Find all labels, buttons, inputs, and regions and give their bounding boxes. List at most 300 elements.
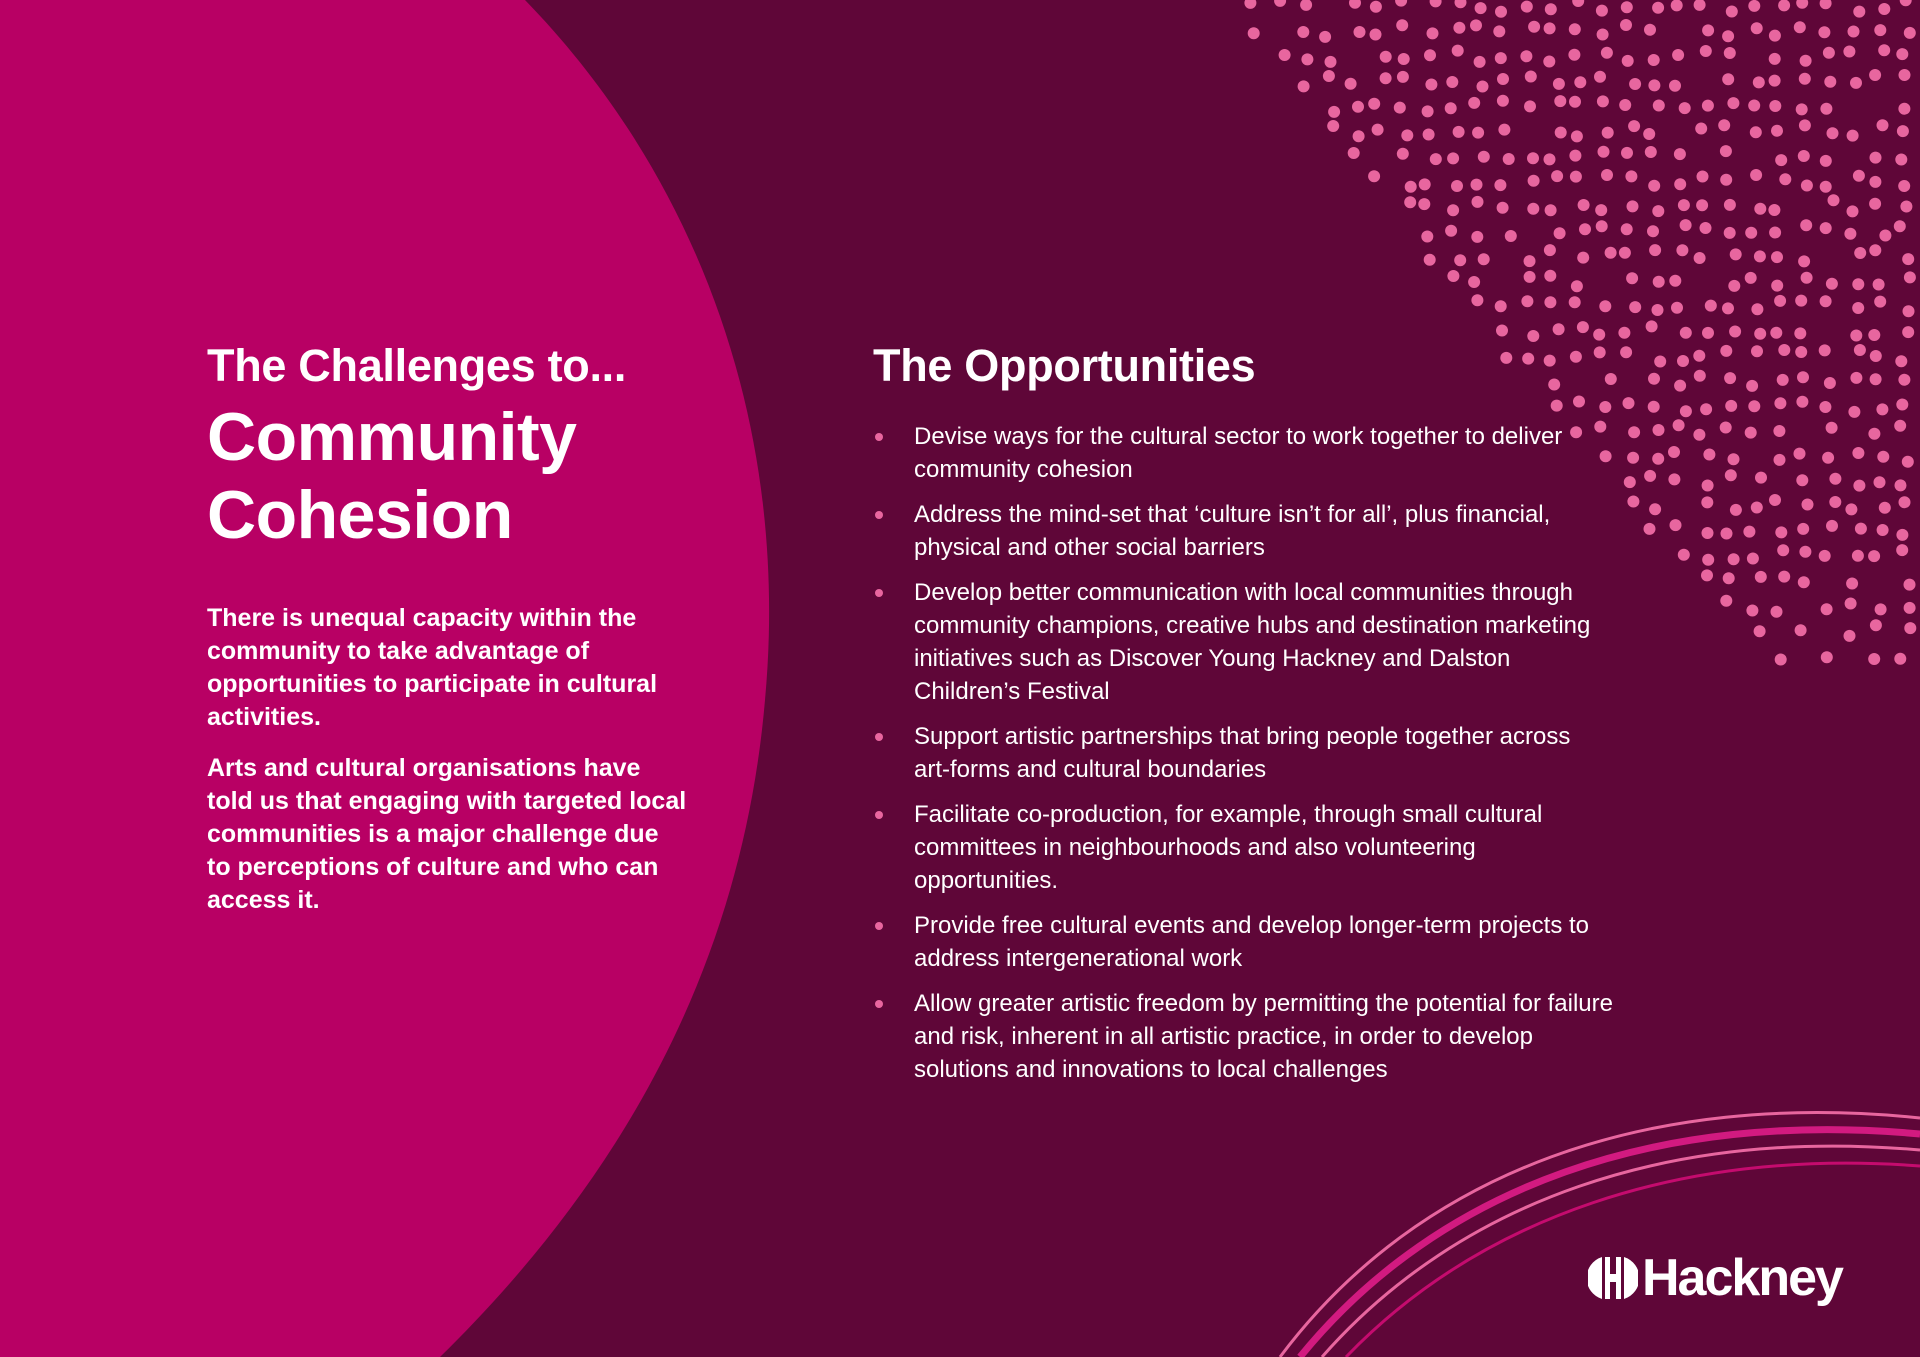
decorative-dot	[1424, 49, 1436, 61]
decorative-dot	[1679, 102, 1691, 114]
decorative-dot	[1903, 305, 1915, 317]
decorative-dot	[1702, 554, 1714, 566]
decorative-dot	[1629, 78, 1641, 90]
decorative-dot	[1645, 146, 1657, 158]
decorative-dot	[1795, 346, 1807, 358]
decorative-dot	[1554, 227, 1566, 239]
decorative-dot	[1868, 329, 1880, 341]
decorative-dot	[1874, 296, 1886, 308]
decorative-dot	[1902, 326, 1914, 338]
decorative-dot	[1728, 280, 1740, 292]
decorative-dot	[1847, 130, 1859, 142]
decorative-dot	[1622, 55, 1634, 67]
decorative-dot	[1621, 147, 1633, 159]
decorative-dot	[1401, 129, 1413, 141]
decorative-dot	[1673, 419, 1685, 431]
challenges-section	[207, 340, 687, 935]
decorative-dot	[1797, 371, 1809, 383]
decorative-dot	[1819, 550, 1831, 562]
decorative-dot	[1875, 603, 1887, 615]
decorative-dot	[1569, 296, 1581, 308]
bullet-icon	[875, 589, 883, 597]
decorative-dot	[1896, 399, 1908, 411]
decorative-dot	[1544, 244, 1556, 256]
decorative-dot	[1718, 119, 1730, 131]
decorative-dot	[1869, 69, 1881, 81]
decorative-dot	[1895, 355, 1907, 367]
decorative-dot	[1894, 220, 1906, 232]
decorative-dot	[1328, 106, 1340, 118]
decorative-dot	[1904, 622, 1916, 634]
decorative-dot	[1843, 46, 1855, 58]
decorative-dot	[1697, 171, 1709, 183]
decorative-dot	[1653, 424, 1665, 436]
decorative-dot	[1405, 181, 1417, 193]
decorative-dot	[1676, 244, 1688, 256]
decorative-dot	[1771, 606, 1783, 618]
bullet-icon	[875, 811, 883, 819]
decorative-dot	[1879, 502, 1891, 514]
decorative-dot	[1569, 96, 1581, 108]
decorative-dot	[1643, 128, 1655, 140]
decorative-dot	[1425, 79, 1437, 91]
decorative-dot	[1372, 124, 1384, 136]
decorative-dot	[1774, 295, 1786, 307]
decorative-dot	[1694, 370, 1706, 382]
decorative-dot	[1648, 180, 1660, 192]
decorative-dot	[1855, 523, 1867, 535]
decorative-dot	[1571, 130, 1583, 142]
decorative-dot	[1823, 47, 1835, 59]
decorative-dot	[1873, 279, 1885, 291]
decorative-dot	[1702, 100, 1714, 112]
decorative-dot	[1702, 527, 1714, 539]
decorative-dot	[1569, 23, 1581, 35]
hackney-h-logo-icon	[1588, 1253, 1638, 1303]
decorative-dot	[1845, 598, 1857, 610]
decorative-dot	[1820, 0, 1832, 9]
decorative-dot	[1726, 6, 1738, 18]
decorative-dot	[1796, 103, 1808, 115]
decorative-dot	[1850, 330, 1862, 342]
decorative-dot	[1477, 81, 1489, 93]
decorative-dot	[1727, 97, 1739, 109]
decorative-dot	[1624, 476, 1636, 488]
decorative-dot	[1894, 653, 1906, 665]
decorative-dot	[1453, 126, 1465, 138]
decorative-dot	[1771, 125, 1783, 137]
decorative-dot	[1430, 153, 1442, 165]
list-item	[873, 798, 1613, 897]
decorative-dot	[1445, 102, 1457, 114]
decorative-dot	[1672, 49, 1684, 61]
decorative-dot	[1720, 174, 1732, 186]
decorative-dot	[1800, 219, 1812, 231]
decorative-dot	[1700, 222, 1712, 234]
decorative-dot	[1601, 169, 1613, 181]
decorative-dot	[1878, 3, 1890, 15]
decorative-dot	[1621, 223, 1633, 235]
decorative-dot	[1353, 130, 1365, 142]
page-title	[207, 398, 687, 554]
decorative-dot	[1325, 56, 1337, 68]
decorative-dot	[1745, 427, 1757, 439]
decorative-dot	[1852, 550, 1864, 562]
decorative-dot	[1904, 271, 1916, 283]
decorative-dot	[1496, 325, 1508, 337]
list-item	[873, 498, 1613, 564]
decorative-dot	[1554, 95, 1566, 107]
decorative-dot	[1745, 227, 1757, 239]
decorative-dot	[1422, 105, 1434, 117]
decorative-dot	[1770, 327, 1782, 339]
decorative-dot	[1700, 45, 1712, 57]
decorative-dot	[1626, 272, 1638, 284]
decorative-dot	[1644, 470, 1656, 482]
decorative-dot	[1877, 524, 1889, 536]
decorative-dot	[1798, 150, 1810, 162]
decorative-dot	[1394, 102, 1406, 114]
decorative-dot	[1452, 45, 1464, 57]
decorative-dot	[1520, 50, 1532, 62]
decorative-dot	[1602, 127, 1614, 139]
decorative-dot	[1820, 295, 1832, 307]
decorative-dot	[1701, 569, 1713, 581]
decorative-dot	[1274, 0, 1286, 7]
decorative-dot	[1771, 251, 1783, 263]
list-item-text: Develop better communication with local communities through community champions, creative hubs and destination marketing initiatives such as Discover Young Hackney and Dalston Children’s Festival	[914, 579, 1591, 705]
decorative-dot	[1795, 624, 1807, 636]
decorative-dot	[1601, 47, 1613, 59]
decorative-dot	[1795, 295, 1807, 307]
decorative-dot	[1669, 80, 1681, 92]
decorative-dot	[1853, 6, 1865, 18]
decorative-dot	[1701, 496, 1713, 508]
bullet-icon	[875, 922, 883, 930]
decorative-dot	[1528, 21, 1540, 33]
decorative-dot	[1769, 53, 1781, 65]
decorative-dot	[1754, 203, 1766, 215]
decorative-dot	[1877, 119, 1889, 131]
decorative-dot	[1574, 76, 1586, 88]
decorative-dot	[1846, 578, 1858, 590]
decorative-dot	[1870, 619, 1882, 631]
decorative-dot	[1368, 98, 1380, 110]
decorative-dot	[1370, 1, 1382, 13]
decorative-dot	[1852, 302, 1864, 314]
decorative-dot	[1671, 0, 1683, 11]
decorative-dot	[1896, 48, 1908, 60]
decorative-dot	[1327, 120, 1339, 132]
decorative-dot	[1398, 53, 1410, 65]
decorative-dot	[1794, 21, 1806, 33]
decorative-dot	[1521, 1, 1533, 13]
decorative-dot	[1775, 526, 1787, 538]
decorative-dot	[1775, 154, 1787, 166]
decorative-dot	[1725, 469, 1737, 481]
decorative-dot	[1593, 329, 1605, 341]
decorative-dot	[1779, 173, 1791, 185]
decorative-dot	[1555, 127, 1567, 139]
decorative-dot	[1248, 27, 1260, 39]
decorative-dot	[1801, 180, 1813, 192]
decorative-dot	[1769, 227, 1781, 239]
decorative-dot	[1898, 103, 1910, 115]
decorative-dot	[1900, 0, 1912, 6]
decorative-dot	[1820, 155, 1832, 167]
decorative-dot	[1702, 480, 1714, 492]
decorative-dot	[1870, 152, 1882, 164]
decorative-dot	[1474, 56, 1486, 68]
decorative-dot	[1725, 400, 1737, 412]
decorative-dot	[1652, 205, 1664, 217]
decorative-dot	[1455, 0, 1467, 8]
decorative-dot	[1854, 344, 1866, 356]
decorative-dot	[1395, 0, 1407, 7]
decorative-dot	[1527, 203, 1539, 215]
decorative-dot	[1878, 44, 1890, 56]
decorative-dot	[1745, 272, 1757, 284]
bullet-icon	[875, 511, 883, 519]
decorative-dot	[1319, 31, 1331, 43]
decorative-dot	[1279, 49, 1291, 61]
decorative-dot	[1596, 220, 1608, 232]
decorative-dot	[1754, 328, 1766, 340]
decorative-dot	[1774, 454, 1786, 466]
decorative-dot	[1544, 22, 1556, 34]
decorative-dot	[1652, 304, 1664, 316]
decorative-dot	[1619, 247, 1631, 259]
decorative-dot	[1774, 397, 1786, 409]
title-line-1: Community	[207, 399, 577, 475]
decorative-dot	[1577, 321, 1589, 333]
decorative-dot	[1544, 153, 1556, 165]
decorative-dot	[1868, 550, 1880, 562]
decorative-dot	[1894, 420, 1906, 432]
decorative-dot	[1799, 546, 1811, 558]
decorative-dot	[1244, 0, 1256, 9]
decorative-dot	[1445, 225, 1457, 237]
decorative-arcs	[1280, 1113, 1920, 1357]
decorative-dot	[1478, 151, 1490, 163]
decorative-dot	[1869, 244, 1881, 256]
decorative-dot	[1720, 145, 1732, 157]
decorative-dot	[1819, 344, 1831, 356]
decorative-dot	[1750, 126, 1762, 138]
decorative-dot	[1879, 230, 1891, 242]
decorative-dot	[1902, 456, 1914, 468]
decorative-dot	[1748, 0, 1760, 12]
decorative-dot	[1653, 276, 1665, 288]
decorative-dot	[1769, 75, 1781, 87]
decorative-dot	[1869, 176, 1881, 188]
decorative-dot	[1896, 544, 1908, 556]
decorative-dot	[1625, 170, 1637, 182]
decorative-dot	[1824, 377, 1836, 389]
decorative-dot	[1397, 148, 1409, 160]
decorative-dot	[1777, 374, 1789, 386]
decorative-dot	[1904, 27, 1916, 39]
decorative-dot	[1798, 255, 1810, 267]
decorative-dot	[1298, 80, 1310, 92]
decorative-dot	[1751, 303, 1763, 315]
decorative-dot	[1404, 196, 1416, 208]
decorative-dot	[1545, 204, 1557, 216]
decorative-dot	[1853, 480, 1865, 492]
decorative-dot	[1524, 255, 1536, 267]
decorative-dot	[1796, 0, 1808, 9]
decorative-dot	[1824, 76, 1836, 88]
decorative-dot	[1700, 403, 1712, 415]
decorative-dot	[1877, 451, 1889, 463]
decorative-dot	[1847, 205, 1859, 217]
decorative-dot	[1826, 422, 1838, 434]
decorative-dot	[1751, 22, 1763, 34]
decorative-dot	[1668, 446, 1680, 458]
decorative-dot	[1728, 553, 1740, 565]
decorative-dot	[1669, 275, 1681, 287]
decorative-dot	[1579, 223, 1591, 235]
decorative-dot	[1527, 152, 1539, 164]
decorative-dot	[1852, 447, 1864, 459]
decorative-dot	[1653, 100, 1665, 112]
decorative-dot	[1702, 24, 1714, 36]
decorative-dot	[1771, 280, 1783, 292]
decorative-dot	[1503, 153, 1515, 165]
list-item	[873, 720, 1613, 786]
decorative-dot	[1899, 496, 1911, 508]
decorative-dot	[1743, 526, 1755, 538]
decorative-dot	[1755, 571, 1767, 583]
decorative-dot	[1899, 69, 1911, 81]
decorative-dot	[1525, 71, 1537, 83]
decorative-dot	[1451, 180, 1463, 192]
decorative-dot	[1870, 350, 1882, 362]
decorative-dot	[1628, 120, 1640, 132]
decorative-dot	[1446, 76, 1458, 88]
decorative-dot	[1829, 496, 1841, 508]
decorative-dot	[1551, 170, 1563, 182]
list-item-text: Devise ways for the cultural sector to work together to deliver community cohesion	[914, 423, 1563, 483]
decorative-dot	[1494, 179, 1506, 191]
decorative-dot	[1354, 26, 1366, 38]
decorative-dot	[1747, 553, 1759, 565]
decorative-dot	[1447, 152, 1459, 164]
decorative-dot	[1472, 196, 1484, 208]
decorative-dot	[1424, 254, 1436, 266]
decorative-dot	[1380, 51, 1392, 63]
decorative-dot	[1646, 320, 1658, 332]
decorative-dot	[1524, 100, 1536, 112]
decorative-dot	[1722, 30, 1734, 42]
decorative-dot	[1370, 29, 1382, 41]
decorative-dot	[1799, 73, 1811, 85]
decorative-dot	[1844, 228, 1856, 240]
decorative-dot	[1800, 55, 1812, 67]
decorative-dot	[1297, 26, 1309, 38]
decorative-dot	[1423, 129, 1435, 141]
decorative-dot	[1670, 519, 1682, 531]
decorative-dot	[1497, 202, 1509, 214]
decorative-dot	[1769, 100, 1781, 112]
decorative-dot	[1627, 496, 1639, 508]
decorative-dot	[1876, 403, 1888, 415]
decorative-dot	[1648, 54, 1660, 66]
title-line-2: Cohesion	[207, 477, 513, 553]
decorative-dot	[1730, 248, 1742, 260]
decorative-dot	[1798, 576, 1810, 588]
list-item	[873, 420, 1613, 486]
decorative-dot	[1724, 199, 1736, 211]
opportunities-heading: The Opportunities	[873, 340, 1256, 391]
decorative-dot	[1569, 150, 1581, 162]
decorative-dot	[1674, 178, 1686, 190]
decorative-dot	[1845, 503, 1857, 515]
decorative-dot	[1778, 571, 1790, 583]
decorative-dot	[1628, 426, 1640, 438]
decorative-dot	[1794, 448, 1806, 460]
decorative-dot	[1797, 523, 1809, 535]
decorative-dot	[1578, 199, 1590, 211]
opportunities-list	[873, 420, 1613, 1086]
decorative-dot	[1755, 472, 1767, 484]
decorative-dot	[1799, 119, 1811, 131]
decorative-dot	[1577, 252, 1589, 264]
decorative-dot	[1848, 26, 1860, 38]
decorative-dot	[1597, 29, 1609, 41]
decorative-dot	[1671, 302, 1683, 314]
decorative-dot	[1850, 77, 1862, 89]
decorative-dot	[1571, 280, 1583, 292]
decorative-dot	[1597, 95, 1609, 107]
opportunities-section	[873, 340, 1613, 1098]
decorative-dot	[1627, 200, 1639, 212]
decorative-dot	[1674, 148, 1686, 160]
decorative-dot	[1623, 397, 1635, 409]
decorative-dot	[1649, 503, 1661, 515]
decorative-dot	[1570, 171, 1582, 183]
decorative-dot	[1802, 499, 1814, 511]
decorative-dot	[1705, 300, 1717, 312]
challenge-paragraph-1: There is unequal capacity within the community to take advantage of opportunities to participate in cultural activities.	[207, 604, 658, 731]
bullet-icon	[875, 1000, 883, 1008]
decorative-dot	[1447, 270, 1459, 282]
decorative-dot	[1818, 26, 1830, 38]
bullet-icon	[875, 733, 883, 741]
decorative-dot	[1620, 19, 1632, 31]
decorative-dot	[1495, 6, 1507, 18]
decorative-dot	[1778, 0, 1790, 11]
decorative-dot	[1753, 76, 1765, 88]
decorative-dot	[1844, 630, 1856, 642]
decorative-dot	[1493, 25, 1505, 37]
decorative-dot	[1898, 180, 1910, 192]
list-item-text: Facilitate co-production, for example, through small cultural committees in neighbourhoods and also volunteering opportunities.	[914, 801, 1543, 894]
decorative-dot	[1724, 372, 1736, 384]
decorative-dot	[1853, 170, 1865, 182]
decorative-dot	[1605, 247, 1617, 259]
decorative-dot	[1495, 52, 1507, 64]
decorative-dot	[1680, 405, 1692, 417]
decorative-dot	[1572, 0, 1584, 7]
decorative-dot	[1778, 344, 1790, 356]
decorative-dot	[1419, 178, 1431, 190]
decorative-dot	[1801, 272, 1813, 284]
decorative-dot	[1678, 549, 1690, 561]
decorative-dot	[1754, 625, 1766, 637]
decorative-dot	[1773, 425, 1785, 437]
decorative-dot	[1693, 429, 1705, 441]
